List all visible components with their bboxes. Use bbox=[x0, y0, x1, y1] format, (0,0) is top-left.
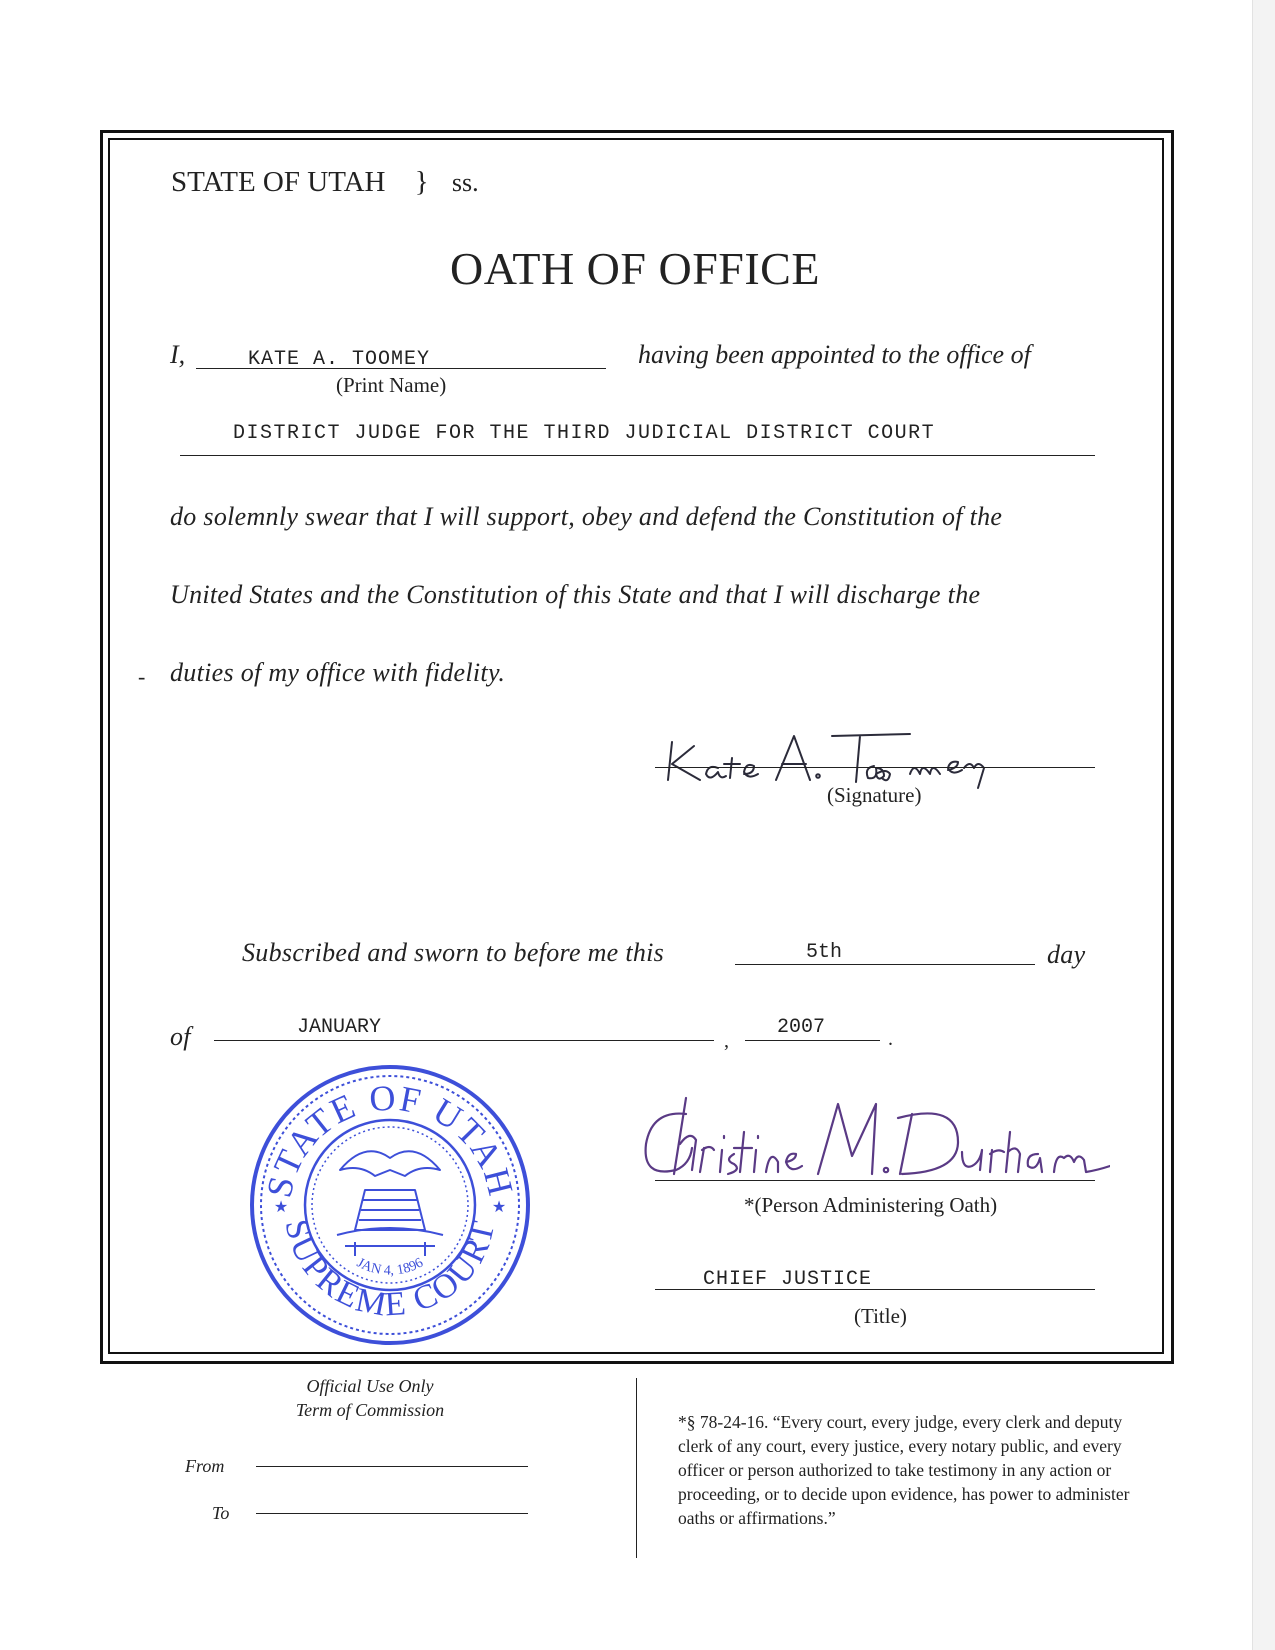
venue-ss: ss. bbox=[451, 168, 479, 197]
venue-state: STATE OF UTAH bbox=[171, 166, 386, 198]
statute-note: *§ 78-24-16. “Every court, every judge, every clerk and deputy clerk of any court, every justice, every notary public, and every officer or person authorized to take testimony in any action or proceeding, or to decide upon evidence, has power to administer oaths or affirmations.” bbox=[678, 1412, 1130, 1528]
administrator-line bbox=[655, 1180, 1095, 1181]
sworn-comma: , bbox=[724, 1030, 729, 1052]
office-line bbox=[180, 455, 1095, 456]
appointee-signature bbox=[660, 722, 1040, 792]
margin-mark: - bbox=[138, 664, 146, 689]
sworn-month-line bbox=[214, 1040, 714, 1041]
from-line bbox=[256, 1466, 528, 1467]
venue-brace: } bbox=[414, 166, 429, 198]
svg-text:★: ★ bbox=[491, 1199, 507, 1216]
appointed-text: having been appointed to the office of bbox=[638, 340, 1031, 369]
administrator-title-line bbox=[655, 1289, 1095, 1290]
document-title: OATH OF OFFICE bbox=[450, 243, 820, 294]
term-of-commission-heading: Term of Commission bbox=[295, 1400, 445, 1420]
sworn-day-word: day bbox=[1047, 940, 1086, 969]
svg-text:STATE OF UTAH: STATE OF UTAH bbox=[258, 1077, 522, 1202]
oath-text-line-2: United States and the Constitution of this State and that I will discharge the bbox=[170, 580, 981, 609]
office-value: DISTRICT JUDGE FOR THE THIRD JUDICIAL DISTRICT COURT bbox=[233, 422, 936, 445]
signature-line bbox=[655, 767, 1095, 768]
venue-header bbox=[171, 166, 479, 199]
administrator-caption: *(Person Administering Oath) bbox=[744, 1193, 998, 1217]
official-use-heading: Official Use Only bbox=[306, 1376, 434, 1396]
administrator-signature bbox=[640, 1092, 1110, 1187]
oath-prefix: I, bbox=[170, 340, 186, 369]
section-divider bbox=[636, 1378, 637, 1558]
oath-text-line-1: do solemnly swear that I will support, obey and defend the Constitution of the bbox=[170, 502, 1003, 531]
print-name-caption: (Print Name) bbox=[336, 373, 447, 397]
svg-text:SUPREME COURT: SUPREME COURT bbox=[277, 1216, 503, 1324]
print-name-value: KATE A. TOOMEY bbox=[248, 348, 431, 371]
administrator-title-value: CHIEF JUSTICE bbox=[703, 1268, 873, 1291]
to-label: To bbox=[212, 1503, 230, 1523]
supreme-court-seal bbox=[245, 1060, 535, 1350]
oath-text-line-3: duties of my office with fidelity. bbox=[170, 658, 506, 687]
sworn-day-value: 5th bbox=[806, 941, 843, 964]
to-line bbox=[256, 1513, 528, 1514]
sworn-period: . bbox=[888, 1028, 893, 1050]
svg-text:★: ★ bbox=[273, 1199, 289, 1216]
sworn-year-line bbox=[745, 1040, 880, 1041]
sworn-text: Subscribed and sworn to before me this bbox=[242, 938, 665, 967]
svg-text:JAN 4, 1896: JAN 4, 1896 bbox=[354, 1255, 426, 1279]
sworn-of-word: of bbox=[170, 1022, 191, 1051]
sworn-year-value: 2007 bbox=[777, 1016, 826, 1039]
signature-caption: (Signature) bbox=[827, 783, 922, 807]
from-label: From bbox=[185, 1456, 225, 1476]
sworn-month-value: JANUARY bbox=[297, 1016, 382, 1039]
administrator-title-caption: (Title) bbox=[854, 1304, 907, 1328]
sworn-day-line bbox=[735, 964, 1035, 965]
